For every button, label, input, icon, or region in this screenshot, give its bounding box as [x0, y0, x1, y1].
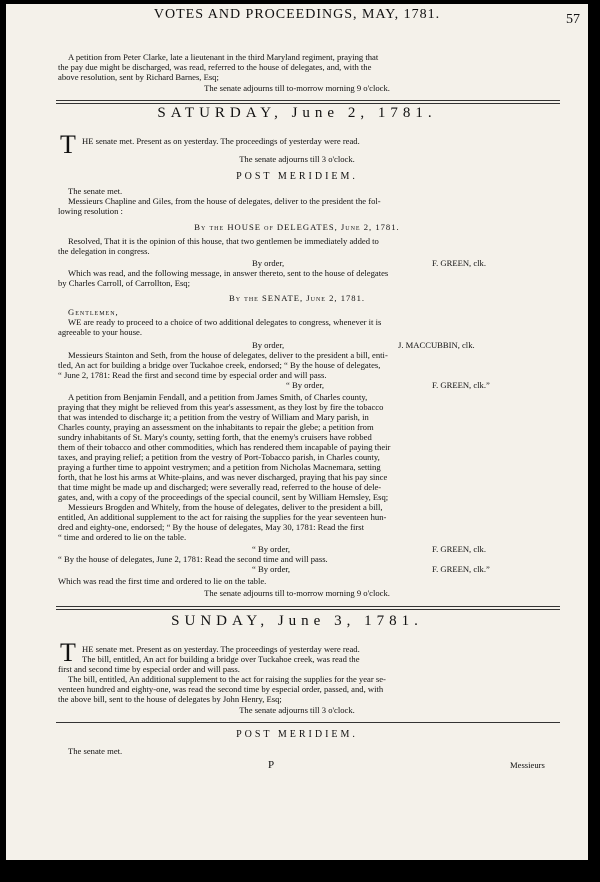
clerk-signature: F. GREEN, clk.”	[432, 380, 490, 390]
text-line: the pay due might be discharged, was read, referred to the house of delegates, and, with the	[58, 62, 372, 72]
text-line: the above bill, sent to the house of delegates by John Henry, Esq;	[58, 694, 282, 704]
text-line: “ June 2, 1781: Read the first and second time by especial order and will pass.	[58, 370, 327, 380]
adjournment-line: The senate adjourns till 3 o'clock.	[239, 705, 355, 715]
drop-cap: T	[60, 638, 76, 667]
text-line: The bill, entitled, An act for building a bridge over Tuckahoe creek, was read the	[82, 654, 360, 664]
text-line: Messieurs Chapline and Giles, from the house of delegates, deliver to the president the fol-	[68, 196, 381, 206]
text-line: The senate met.	[68, 186, 123, 196]
by-order: “ By order,	[252, 544, 291, 554]
text-line: forth, that he lost his arms at White-plains, and was never discharged, praying that his pay since	[58, 472, 388, 482]
adjournment-line: The senate adjourns till to-morrow morning 9 o'clock.	[204, 588, 390, 598]
adjournment-line: The senate adjourns till to-morrow morning 9 o'clock.	[204, 83, 390, 93]
day-heading-saturday: SATURDAY, June 2, 1781.	[157, 105, 437, 121]
text-line: lowing resolution :	[58, 206, 123, 216]
text-line: the delegation in congress.	[58, 246, 150, 256]
day-heading-sunday: SUNDAY, June 3, 1781.	[171, 613, 423, 629]
text-line: Which was read the first time and ordered to lie on the table.	[58, 576, 267, 586]
text-line: The bill, entitled, An additional supplement to the act for raising the supplies for the year se-	[68, 674, 386, 684]
text-line: tled, An act for building a bridge over Tuckahoe creek, endorsed; “ By the house of delegates,	[58, 360, 381, 370]
text-line: Messieurs Stainton and Seth, from the house of delegates, deliver to the president a bill, enti-	[68, 350, 388, 360]
text-line: above resolution, sent by Richard Barnes, Esq;	[58, 72, 219, 82]
text-line: Charles county, praying an assessment on the inhabitants to repair the glebe; a petition from	[58, 422, 374, 432]
text-line: A petition from Benjamin Fendall, and a petition from James Smith, of Charles county,	[68, 392, 368, 402]
catchword: Messieurs	[510, 760, 545, 770]
text-line: “ time and ordered to lie on the table.	[58, 532, 187, 542]
message-heading: By the SENATE, June 2, 1781.	[228, 293, 366, 303]
by-order: “ By order,	[286, 380, 325, 390]
adjournment-line: The senate adjourns till 3 o'clock.	[239, 154, 355, 164]
section-divider	[56, 722, 560, 723]
salutation: Gentlemen,	[68, 307, 119, 317]
text-line: agreeable to your house.	[58, 327, 142, 337]
resolution-heading: By the HOUSE of DELEGATES, June 2, 1781.	[194, 222, 400, 232]
drop-cap: T	[60, 130, 76, 159]
text-line: Which was read, and the following message, in answer thereto, sent to the house of delegates	[68, 268, 389, 278]
by-order: By order,	[252, 340, 285, 350]
text-line: that time might be made up and discharged; were severally read, referred to the house of dele-	[58, 482, 382, 492]
clerk-signature: F. GREEN, clk.”	[432, 564, 490, 574]
by-order: “ By order,	[252, 564, 291, 574]
section-divider	[56, 100, 560, 104]
clerk-signature: F. GREEN, clk.	[432, 544, 486, 554]
document-page	[6, 4, 588, 860]
text-line: HE senate met. Present as on yesterday. The proceedings of yesterday were read.	[82, 644, 360, 654]
post-meridiem-heading: POST MERIDIEM.	[236, 729, 358, 740]
text-line: Resolved, That it is the opinion of this house, that two gentlemen be immediately added to	[68, 236, 379, 246]
clerk-signature: F. GREEN, clk.	[432, 258, 486, 268]
text-line: praying that they might be relieved from this year's assessment, as they lost by fire the tobacco	[58, 402, 384, 412]
text-line: dred and eighty-one, endorsed; “ By the house of delegates, May 30, 1781: Read the first	[58, 522, 364, 532]
text-line: taxes, and praying relief; a petition from the vestry of Port-Tobacco parish, in Charles county,	[58, 452, 380, 462]
clerk-signature: J. MACCUBBIN, clk.	[398, 340, 475, 350]
section-divider	[56, 606, 560, 610]
text-line: by Charles Carroll, of Carrollton, Esq;	[58, 278, 190, 288]
running-header: VOTES AND PROCEEDINGS, MAY, 1781.	[153, 7, 441, 22]
text-line: A petition from Peter Clarke, late a lieutenant in the third Maryland regiment, praying that	[68, 52, 379, 62]
text-line: “ By the house of delegates, June 2, 1781: Read the second time and will pass.	[58, 554, 328, 564]
text-line: gates, and, with a copy of the proceedings of the special council, sent by William Hemsley, Esq;	[58, 492, 389, 502]
text-line: first and second time by especial order and will pass.	[58, 664, 240, 674]
text-line: The senate met.	[68, 746, 123, 756]
by-order: By order,	[252, 258, 285, 268]
text-line: Messieurs Brogden and Whitely, from the house of delegates, deliver to the president a bill,	[68, 502, 383, 512]
text-line: sundry inhabitants of St. Mary's county, setting forth, that the enemy's cruisers have robbed	[58, 432, 372, 442]
text-line: venteen hundred and eighty-one, was read the second time by especial order, passed, and, with	[58, 684, 384, 694]
post-meridiem-heading: POST MERIDIEM.	[236, 171, 358, 182]
page-number: 57	[566, 12, 580, 27]
text-line: praying a further time to appoint vestrymen; and a petition from Nicholas Macnemara, setting	[58, 462, 381, 472]
text-line: entitled, An additional supplement to the act for raising the supplies for the year seventeen hun-	[58, 512, 387, 522]
text-line: them of their tobacco and other commodities, which has rendered them incapable of paying their	[58, 442, 391, 452]
signature-mark: P	[268, 759, 275, 771]
text-line: HE senate met. Present as on yesterday. The proceedings of yesterday were read.	[82, 136, 360, 146]
text-line: that was intended to discharge it; a petition from the vestry of William and Mary parish, in	[58, 412, 369, 422]
text-line: WE are ready to proceed to a choice of two additional delegates to congress, whenever it is	[68, 317, 382, 327]
